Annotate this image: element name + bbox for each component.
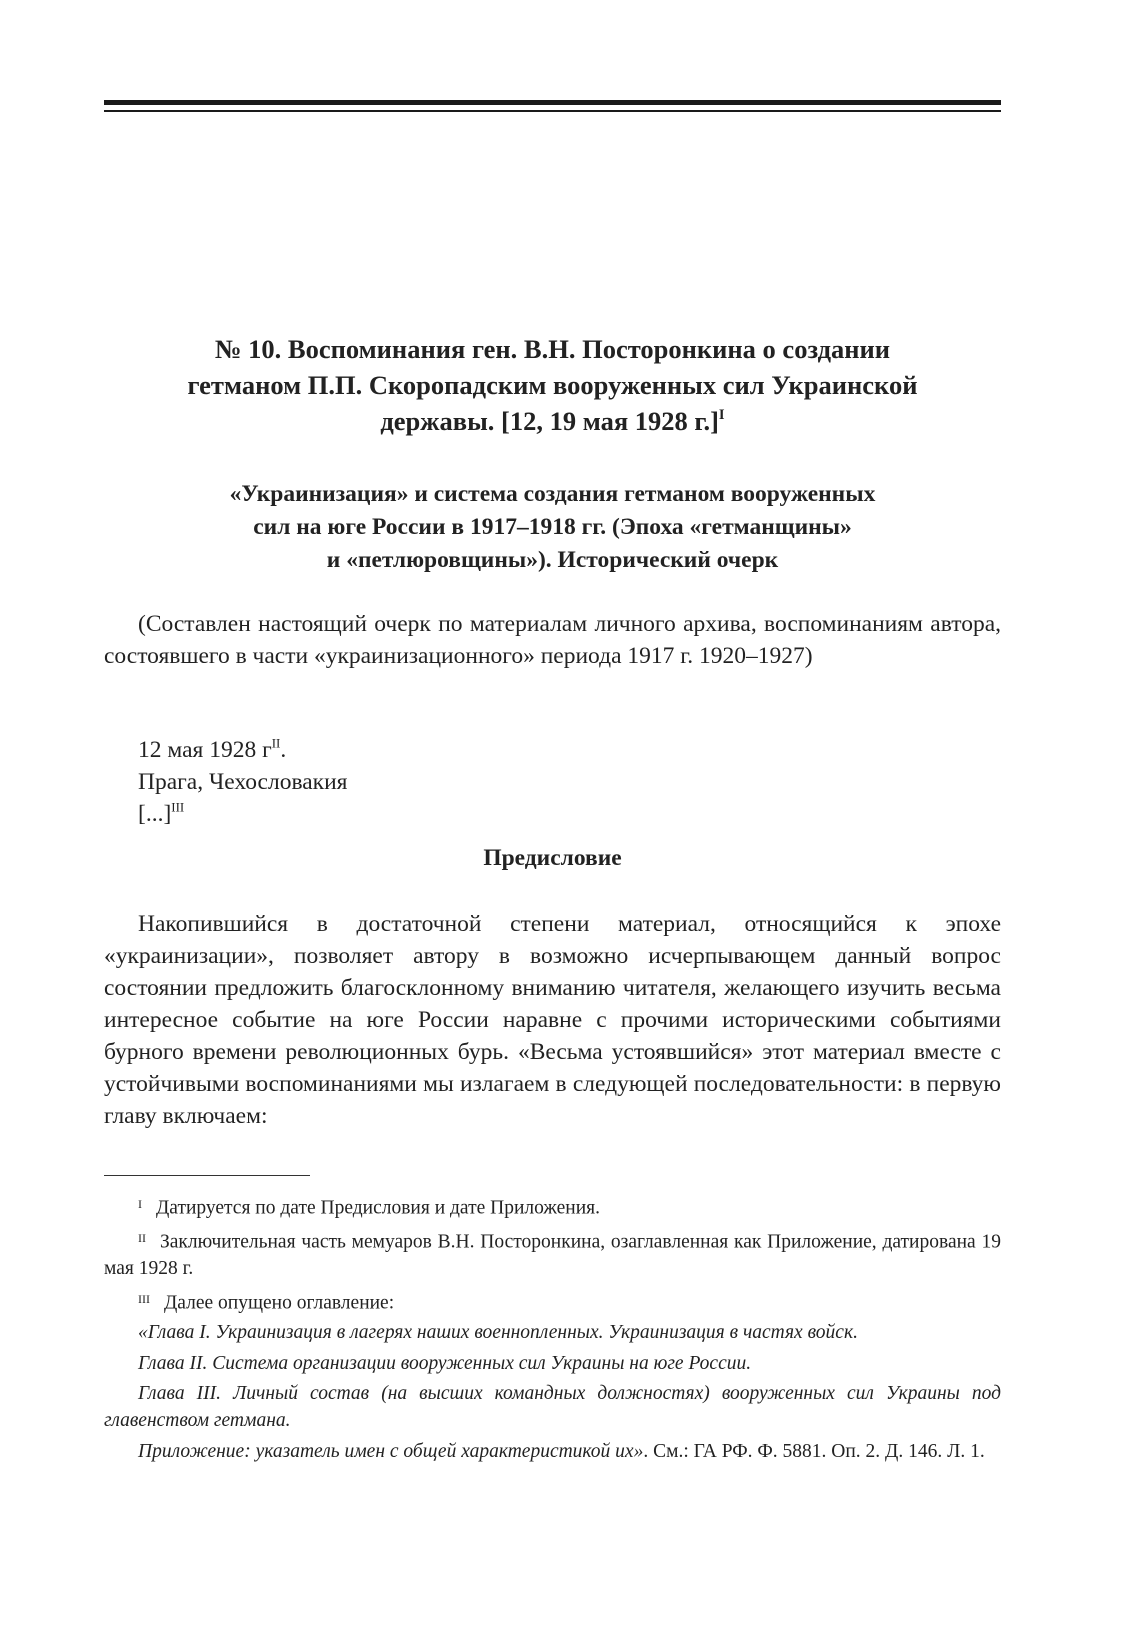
ellipsis-line bbox=[138, 798, 347, 830]
date-suffix: . bbox=[280, 737, 287, 763]
date-line bbox=[138, 734, 347, 766]
title-line-1: № 10. Воспоминания ген. В.Н. Посторонкина о создании bbox=[214, 334, 891, 364]
footnote-2 bbox=[104, 1225, 1001, 1283]
footnote-1-text: Датируется по дате Предисловия и дате Приложения. bbox=[156, 1197, 600, 1219]
subtitle-line-1: «Украинизация» и система создания гетманом вооруженных bbox=[229, 481, 876, 507]
title-line-2: гетманом П.П. Скоропадским вооруженных сил Украинской bbox=[187, 370, 918, 400]
header-rule-thick bbox=[104, 100, 1001, 105]
date-footnote-mark: II bbox=[271, 735, 281, 751]
section-heading: Предисловие bbox=[483, 845, 622, 871]
footnote-3 bbox=[104, 1286, 1001, 1317]
subtitle-line-3: и «петлюровщины»). Исторический очерк bbox=[326, 547, 779, 573]
toc-chapter-2: Глава II. Система организации вооруженных сил Украины на юге России. bbox=[138, 1352, 752, 1374]
footnotes bbox=[104, 1191, 1001, 1468]
body-paragraph: Накопившийся в достаточной степени материал, относящийся к эпохе «украинизации», позволяет автору в возможно исчерпывающем данный вопрос состоянии предложить благосклонному вниманию читателя, желающего изучить весьма интересное событие на юге России наравне с прочими историческими событиями бурного времени революционных бурь. «Весьма устоявшийся» этот материал вместе с устойчивыми воспоминаниями мы излагаем в следующей последовательности: в первую главу включаем: bbox=[104, 911, 1001, 1129]
footnote-3-text: Далее опущено оглавление: bbox=[164, 1292, 395, 1314]
title-footnote-mark: I bbox=[718, 407, 725, 424]
toc-chapter-1: «Глава I. Украинизация в лагерях наших военнопленных. Украинизация в частях войск. bbox=[138, 1322, 858, 1344]
date-text: 12 мая 1928 г bbox=[138, 737, 272, 763]
document-subtitle bbox=[104, 478, 1001, 577]
toc-chapter-3: Глава III. Личный состав (на высших командных должностях) вооруженных сил Украины под главенством гетмана. bbox=[104, 1382, 1001, 1432]
footnote-3-mark: III bbox=[138, 1291, 150, 1306]
toc-appendix bbox=[104, 1438, 1001, 1465]
place-line: Прага, Чехословакия bbox=[138, 769, 348, 795]
archive-reference: . См.: ГА РФ. Ф. 5881. Оп. 2. Д. 146. Л. 1. bbox=[643, 1440, 985, 1462]
title-line-3-text: державы. [12, 19 мая 1928 г.] bbox=[380, 406, 719, 436]
footnote-2-mark: II bbox=[138, 1230, 146, 1245]
header-rule-thin bbox=[104, 110, 1001, 112]
footnote-separator bbox=[104, 1175, 310, 1176]
ellipsis-text: [...] bbox=[138, 801, 172, 827]
title-line-3 bbox=[104, 403, 1001, 439]
footnote-2-text: Заключительная часть мемуаров В.Н. Посторонкина, озаглавленная как Приложение, датирована 19 мая 1928 г. bbox=[104, 1231, 1001, 1280]
toc-appendix-italic: Приложение: указатель имен с общей характеристикой их» bbox=[138, 1440, 644, 1462]
footnote-1 bbox=[104, 1191, 1001, 1222]
subtitle-line-2: сил на юге России в 1917–1918 гг. (Эпоха «гетманщины» bbox=[253, 514, 852, 540]
date-place-block bbox=[138, 734, 347, 830]
footnote-1-mark: I bbox=[138, 1197, 142, 1211]
document-title bbox=[104, 331, 1001, 439]
ellipsis-footnote-mark: III bbox=[171, 799, 185, 815]
intro-note: (Составлен настоящий очерк по материалам личного архива, воспоминаниям автора, состоявшего в части «украинизационного» периода 1917 г. 1920–1927) bbox=[104, 611, 1001, 669]
